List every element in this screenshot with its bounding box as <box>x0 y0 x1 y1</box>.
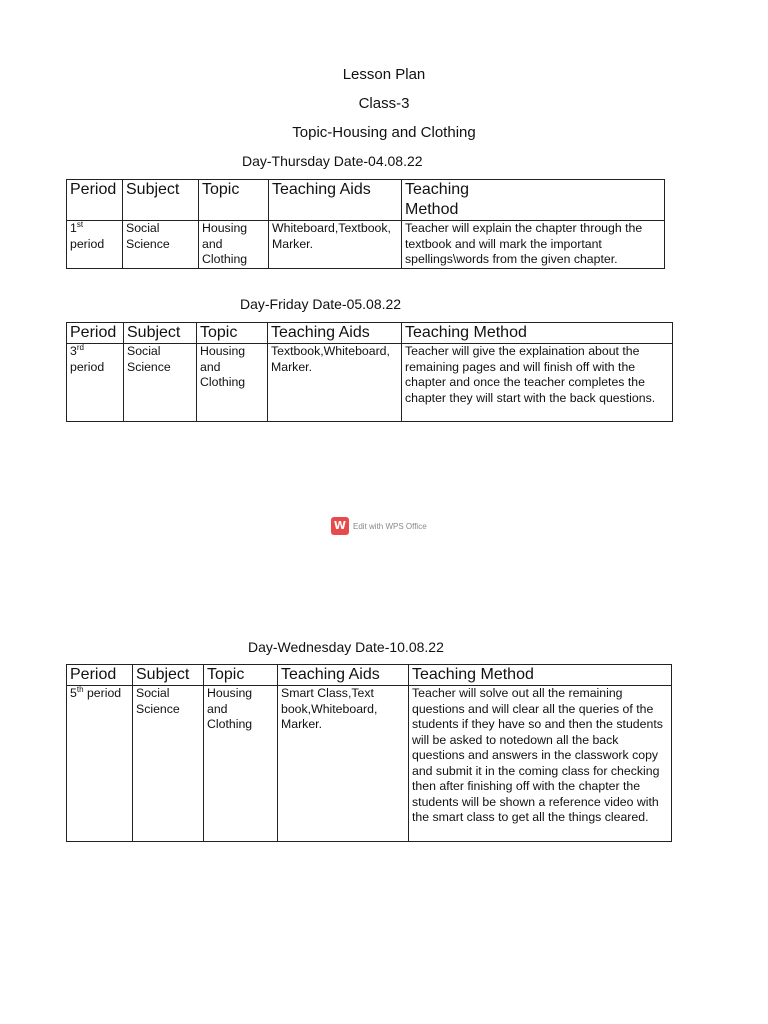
header-teaching-method-line2: Method <box>405 201 459 218</box>
header-teaching-aids: Teaching Aids <box>269 180 402 221</box>
cell-topic: Housing and Clothing <box>204 686 278 842</box>
cell-teaching-method: Teacher will solve out all the remaining questions and will clear all the queries of the students if they have so and then the students will be asked to notedown all the back questions and answers in the classwork copy and submit it in the coming class for checking then after finishing off with the chapter the students will be shown a reference video with the smart class to get all the things cleared. <box>409 686 672 842</box>
period-word: period <box>70 236 105 251</box>
day-heading: Day-Thursday Date-04.08.22 <box>242 153 423 169</box>
table-header-row <box>67 323 673 344</box>
table-header-row <box>67 665 672 686</box>
cell-subject: Social Science <box>123 221 199 269</box>
header-topic: Topic <box>204 665 278 686</box>
period-number: 3 <box>70 344 77 358</box>
cell-teaching-method: Teacher will give the explaination about the remaining pages and will finish off with the chapter and once the teacher completes the chapter they will start with the back questions. <box>402 344 673 422</box>
header-teaching-method <box>402 180 665 221</box>
header-period: Period <box>67 323 124 344</box>
day-heading: Day-Wednesday Date-10.08.22 <box>248 639 444 655</box>
header-teaching-aids: Teaching Aids <box>278 665 409 686</box>
class-label: Class-3 <box>358 95 410 112</box>
table-row <box>67 686 672 842</box>
period-suffix: th <box>76 685 84 694</box>
cell-teaching-aids: Smart Class,Text book,Whiteboard, Marker. <box>278 686 409 842</box>
header-topic: Topic <box>199 180 269 221</box>
cell-teaching-method: Teacher will explain the chapter through the textbook and will mark the important spellings\words from the given chapter. <box>402 221 665 269</box>
header-subject: Subject <box>133 665 204 686</box>
wps-watermark-text: Edit with WPS Office <box>353 521 427 531</box>
cell-period <box>67 344 124 422</box>
header-teaching-aids: Teaching Aids <box>268 323 402 344</box>
cell-period <box>67 686 133 842</box>
period-word: period <box>70 359 105 374</box>
cell-topic: Housing and Clothing <box>199 221 269 269</box>
period-number: 1 <box>70 221 77 235</box>
topic-label: Topic-Housing and Clothing <box>292 124 476 141</box>
lesson-table <box>66 322 673 422</box>
cell-subject: Social Science <box>133 686 204 842</box>
header-period: Period <box>67 180 123 221</box>
lesson-table <box>66 179 665 269</box>
header-teaching-method: Teaching Method <box>402 323 673 344</box>
cell-period <box>67 221 123 269</box>
table-row <box>67 221 665 269</box>
document-title: Lesson Plan <box>342 66 426 83</box>
period-word: period <box>86 686 122 700</box>
cell-topic: Housing and Clothing <box>197 344 268 422</box>
table-row <box>67 344 673 422</box>
period-suffix: rd <box>76 343 84 352</box>
cell-subject: Social Science <box>124 344 197 422</box>
period-number: 5 <box>70 686 77 700</box>
day-heading: Day-Friday Date-05.08.22 <box>240 296 402 312</box>
header-teaching-method: Teaching Method <box>409 665 672 686</box>
table-header-row <box>67 180 665 221</box>
header-topic: Topic <box>197 323 268 344</box>
header-teaching-method-line1: Teaching <box>405 181 470 198</box>
header-subject: Subject <box>123 180 199 221</box>
cell-teaching-aids: Whiteboard,Textbook, Marker. <box>269 221 402 269</box>
period-suffix: st <box>76 220 84 229</box>
lesson-table <box>66 664 672 842</box>
wps-logo-icon: W <box>331 517 349 535</box>
header-subject: Subject <box>124 323 197 344</box>
cell-teaching-aids: Textbook,Whiteboard, Marker. <box>268 344 402 422</box>
header-period: Period <box>67 665 133 686</box>
wps-watermark <box>331 517 427 535</box>
